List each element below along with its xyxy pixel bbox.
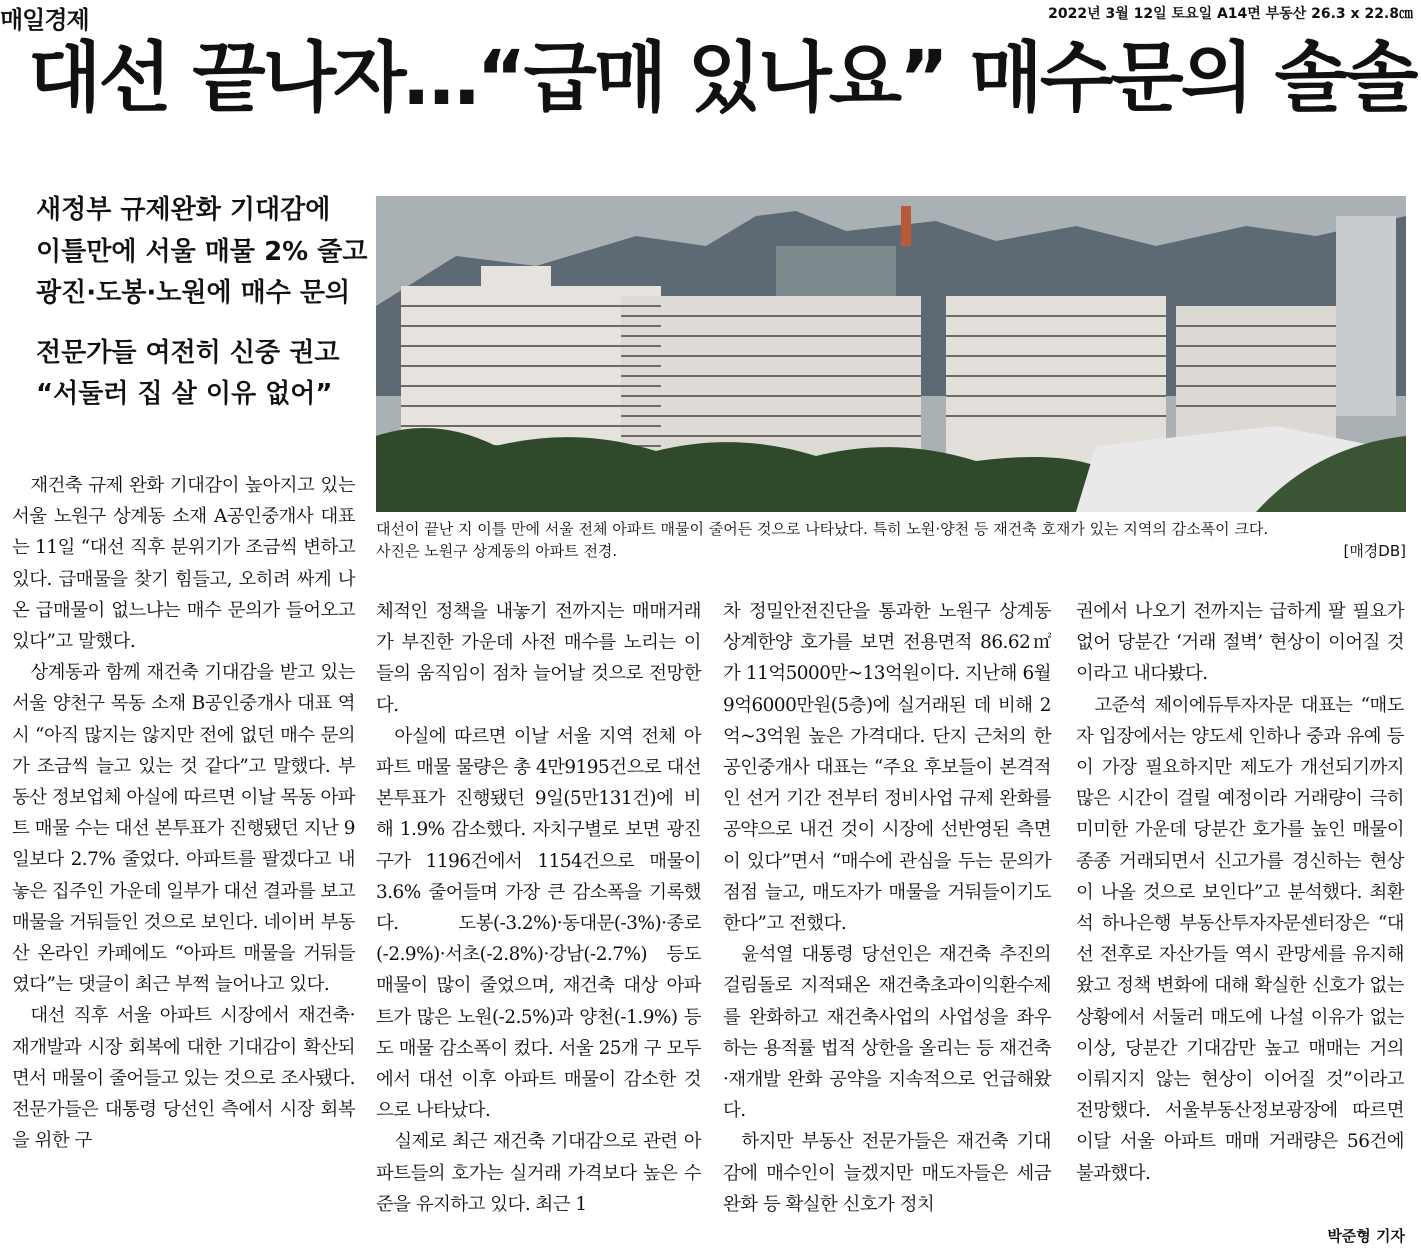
apartment-photo-illustration	[376, 196, 1406, 512]
paragraph: 차 정밀안전진단을 통과한 노원구 상계동 상계한양 호가를 보면 전용면적 86.62㎡가 11억5000만~13억원이다. 지난해 6월 9억6000만원(5층)에 실거래된 데 비해 2억~3억원 높은 가격대다. 단지 근처의 한 공인중개사 대표는 “주요 후보들이 본격적인 선거 기간 전부터 정비사업 규제 완화를 공약으로 내건 것이 시장에 선반영된 측면이 있다”면서 “매수에 관심을 두는 문의가 점점 늘고, 매도자가 매물을 거둬들이기도 한다”고 전했다.	[723, 601, 1051, 935]
masthead: 매일경제	[0, 6, 89, 34]
headline: 대선 끝나자…“급매 있나요” 매수문의 솔솔	[28, 33, 1416, 122]
apartment-photo	[376, 196, 1406, 512]
subhead-1: 새정부 규제완화 기대감에	[36, 195, 331, 225]
subhead-3: 광진·도봉·노원에 매수 문의	[36, 278, 351, 309]
photo-chimney	[901, 206, 911, 246]
paragraph: 실제로 최근 재건축 기대감으로 관련 아파트들의 호가는 실거래 가격보다 높은 수준을 유지하고 있다. 최근 1	[376, 1131, 701, 1215]
subhead-2: 이틀만에 서울 매물 2% 줄고	[36, 236, 368, 267]
paragraph: 윤석열 대통령 당선인은 재건축 추진의 걸림돌로 지적돼온 재건축초과이익환수제를 완화하고 재건축사업의 사업성을 좌우하는 용적률 법적 상한을 올리는 등 재건축·재개발 완화 공약을 지속적으로 언급해왔다.	[723, 944, 1051, 1122]
paragraph: 하지만 부동산 전문가들은 재건축 기대감에 매수인이 늘겠지만 매도자들은 세금 완화 등 확실한 신호가 정치	[723, 1131, 1051, 1215]
photo-credit: [매경DB]	[1343, 542, 1406, 560]
paragraph: 체적인 정책을 내놓기 전까지는 매매거래가 부진한 가운데 사전 매수를 노리는 이들의 움직임이 점차 늘어날 것으로 전망한다.	[376, 601, 701, 716]
article-column-2	[376, 596, 701, 1220]
subhead-5: “서둘러 집 살 이유 없어”	[36, 379, 333, 410]
caption-line-1: 대선이 끝난 지 이틀 만에 서울 전체 아파트 매물이 줄어든 것으로 나타났다. 특히 노원·양천 등 재건축 호재가 있는 지역의 감소폭이 크다.	[376, 520, 1269, 538]
byline: 박준형 기자	[1327, 1227, 1405, 1245]
subhead-4: 전문가들 여전히 신중 권고	[36, 337, 340, 368]
paragraph: 아실에 따르면 이날 서울 지역 전체 아파트 매물 물량은 총 4만9195건으로 대선 본투표가 진행됐던 9일(5만131건)에 비해 1.9% 감소했다. 자치구별로 보면 광진구가 1196건에서 1154건으로 매물이 3.6% 줄어들며 가장 큰 감소폭을 기록했다. 도봉(-3.2%)·동대문(-3%)·종로(-2.9%)·서초(-2.8%)·강남(-2.7%) 등도 매물이 많이 줄었으며, 재건축 대상 아파트가 많은 노원(-2.5%)과 양천(-1.9%) 등도 매물 감소폭이 컸다. 서울 25개 구 모두에서 대선 이후 아파트 매물이 감소한 것으로 나타났다.	[376, 725, 701, 1122]
paragraph: 상계동과 함께 재건축 기대감을 받고 있는 서울 양천구 목동 소재 B공인중개사 대표 역시 “아직 많지는 않지만 전에 없던 매수 문의가 조금씩 늘고 있는 것 같다”고 말했다. 부동산 정보업체 아실에 따르면 이날 목동 아파트 매물 수는 대선 본투표가 진행됐던 지난 9일보다 2.7% 줄었다. 아파트를 팔겠다고 내놓은 집주인 가운데 일부가 대선 결과를 보고 매물을 거둬들인 것으로 보인다. 네이버 부동산 온라인 카페에도 “아파트 매물을 거둬들였다”는 댓글이 최근 부쩍 늘어나고 있다.	[12, 662, 355, 996]
photo-right-tower	[1336, 216, 1396, 416]
dateline: 2022년 3월 12일 토요일 A14면 부동산 26.3 x 22.8㎝	[1048, 6, 1413, 22]
paragraph: 대선 직후 서울 아파트 시장에서 재건축·재개발과 시장 회복에 대한 기대감이 확산되면서 매물이 줄어들고 있는 것으로 조사됐다. 전문가들은 대통령 당선인 측에서 시장 회복을 위한 구	[12, 1005, 355, 1152]
caption-line-2: 사진은 노원구 상계동의 아파트 전경.	[376, 541, 618, 560]
photo-caption	[376, 519, 1406, 563]
subheads	[36, 190, 368, 416]
article-column-3	[723, 596, 1051, 1220]
paragraph: 권에서 나오기 전까지는 급하게 팔 필요가 없어 당분간 ‘거래 절벽’ 현상이 이어질 것이라고 내다봤다.	[1076, 601, 1404, 685]
paragraph: 재건축 규제 완화 기대감이 높아지고 있는 서울 노원구 상계동 소재 A공인중개사 대표는 11일 “대선 직후 분위기가 조금씩 변하고 있다. 급매물을 찾기 힘들고, 오히려 싸게 나온 급매물이 없느냐는 매수 문의가 들어오고 있다”고 말했다.	[12, 475, 355, 653]
article-column-4	[1076, 596, 1404, 1189]
article-column-1	[12, 470, 355, 1156]
paragraph: 고준석 제이에듀투자자문 대표는 “매도자 입장에서는 양도세 인하나 중과 유예 등이 가장 필요하지만 제도가 개선되기까지 많은 시간이 걸릴 예정이라 거래량이 극히 미미한 가운데 당분간 호가를 높인 매물이 종종 거래되면서 신고가를 경신하는 현상이 나올 것으로 보인다”고 분석했다. 최환석 하나은행 부동산투자자문센터장은 “대선 전후로 자산가들 역시 관망세를 유지해왔고 정책 변화에 대해 확실한 신호가 없는 상황에서 서둘러 매도에 나설 이유가 없는 이상, 당분간 기대감만 높고 매매는 거의 이뤄지지 않는 현상이 이어질 것”이라고 전망했다. 서울부동산정보광장에 따르면 이달 서울 아파트 매매 거래량은 56건에 불과했다.	[1076, 694, 1404, 1184]
